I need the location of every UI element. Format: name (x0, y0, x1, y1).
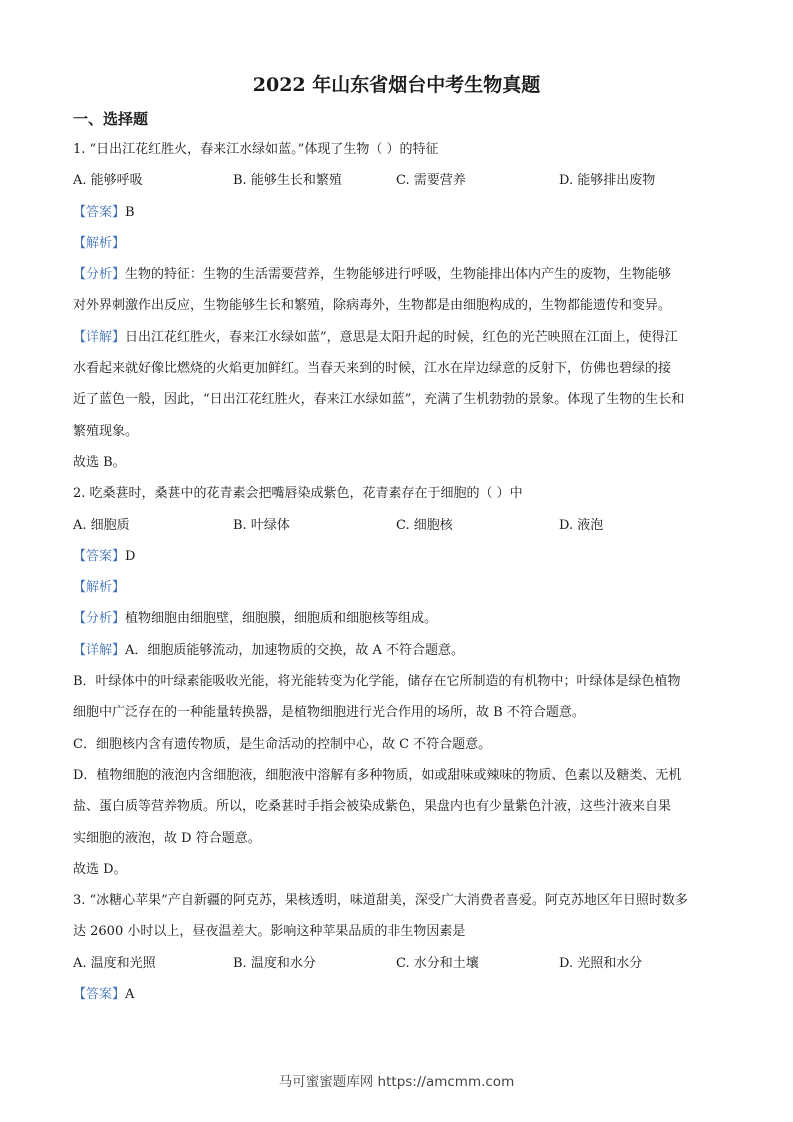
question-2-fenxi-line (73, 607, 723, 638)
question-1-fenxi-line (73, 263, 723, 294)
answer-value: D (125, 548, 136, 564)
xiangjie-text: A．细胞质能够流动，加速物质的交换，故 A 不符合题意。 (125, 642, 465, 658)
document-body (73, 138, 723, 1014)
question-2-option-a: A. 细胞质 (73, 517, 130, 533)
answer-tag: 【答案】 (73, 987, 126, 1003)
question-1-option-d: D. 能够排出废物 (559, 173, 656, 189)
question-3-stem: 达 2600 小时以上，昼夜温差大。影响这种苹果品质的非生物因素是 (73, 924, 466, 940)
answer-value: B (125, 204, 135, 220)
question-1-xiangjie-line: 水看起来就好像比燃烧的火焰更加鲜红。当春天来到的时候，江水在岸边绿意的反射下，仿佛也碧绿的接 (73, 361, 672, 377)
question-1-fenxi-line: 对外界刺激作出反应，生物能够生长和繁殖，除病毒外，生物都是由细胞构成的，生物都能遗传和变异。 (73, 298, 672, 314)
question-2-detail-line: 盐、蛋白质等营养物质。所以，吃桑葚时手指会被染成紫色，果盘内也有少量紫色汁液，这些汁液来自果 (73, 799, 672, 815)
question-3-stem: 3. “冰糖心苹果”产自新疆的阿克苏，果核透明，味道甜美，深受广大消费者喜爱。阿克苏地区年日照时数多 (73, 893, 688, 909)
question-3-option-d: D. 光照和水分 (559, 955, 643, 971)
question-1-option-b: B. 能够生长和繁殖 (233, 173, 342, 189)
fenxi-text: 生物的特征：生物的生活需要营养，生物能够进行呼吸，生物能排出体内产生的废物，生物能够 (125, 267, 672, 283)
question-3-options (73, 952, 723, 983)
fenxi-tag: 【分析】 (73, 611, 126, 627)
jiexi-tag: 【解析】 (73, 580, 126, 596)
fenxi-tag: 【分析】 (73, 267, 126, 283)
question-2-options (73, 514, 723, 545)
question-2-detail-line: C．细胞核内含有遗传物质，是生命活动的控制中心，故 C 不符合题意。 (73, 736, 492, 752)
question-2-option-c: C. 细胞核 (396, 517, 453, 533)
fenxi-text: 植物细胞由细胞壁，细胞膜，细胞质和细胞核等组成。 (125, 611, 438, 627)
jiexi-tag: 【解析】 (73, 235, 126, 251)
question-3-option-c: C. 水分和土壤 (396, 955, 479, 971)
xiangjie-text: 日出江花红胜火，春来江水绿如蓝”，意思是太阳升起的时候，红色的光芒映照在江面上，使得江 (125, 329, 678, 345)
question-2-detail-line: B．叶绿体中的叶绿素能吸收光能，将光能转变为化学能，储存在它所制造的有机物中；叶绿体是绿色植物 (73, 674, 681, 690)
question-2-jiexi (73, 576, 723, 607)
question-1-xiangjie-line: 繁殖现象。 (73, 423, 139, 439)
question-1-conclusion: 故选 B。 (73, 454, 126, 470)
question-3-answer (73, 983, 723, 1014)
answer-tag: 【答案】 (73, 204, 126, 220)
question-2-xiangjie-line (73, 639, 723, 670)
question-2-detail-line: D．植物细胞的液泡内含细胞液，细胞液中溶解有多种物质，如或甜味或辣味的物质、色素以及糖类、无机 (73, 767, 682, 783)
question-1-option-a: A. 能够呼吸 (73, 173, 143, 189)
xiangjie-tag: 【详解】 (73, 642, 126, 658)
question-2-detail-line: 实细胞的液泡，故 D 符合题意。 (73, 830, 261, 846)
question-3-option-b: B. 温度和水分 (233, 955, 316, 971)
xiangjie-tag: 【详解】 (73, 329, 126, 345)
question-2-answer (73, 545, 723, 576)
answer-tag: 【答案】 (73, 548, 126, 564)
question-1-options (73, 169, 723, 200)
page-title: 2022 年山东省烟台中考生物真题 (252, 74, 541, 96)
site-footer: 马可蜜蜜题库网 https://amcmm.com (278, 1074, 515, 1090)
answer-value: A (125, 987, 135, 1003)
question-1-option-c: C. 需要营养 (396, 173, 466, 189)
question-1-xiangjie-line (73, 326, 723, 357)
question-2-detail-line: 细胞中广泛存在的一种能量转换器，是植物细胞进行光合作用的场所，故 B 不符合题意。 (73, 705, 585, 721)
question-2-option-d: D. 液泡 (559, 517, 604, 533)
question-1-jiexi (73, 232, 723, 263)
question-3-option-a: A. 温度和光照 (73, 955, 156, 971)
question-1-xiangjie-line: 近了蓝色一般，因此，“日出江花红胜火，春来江水绿如蓝”，充满了生机勃勃的景象。体现了生物的生长和 (73, 392, 685, 408)
question-2-conclusion: 故选 D。 (73, 861, 127, 877)
question-1-stem: 1. “日出江花红胜火，春来江水绿如蓝。”体现了生物（ ）的特征 (73, 142, 439, 157)
question-2-option-b: B. 叶绿体 (233, 517, 290, 533)
question-2-stem: 2. 吃桑葚时，桑葚中的花青素会把嘴唇染成紫色，花青素存在于细胞的（ ）中 (73, 486, 523, 502)
question-1-answer (73, 201, 723, 232)
section-heading: 一、选择题 (73, 110, 149, 128)
